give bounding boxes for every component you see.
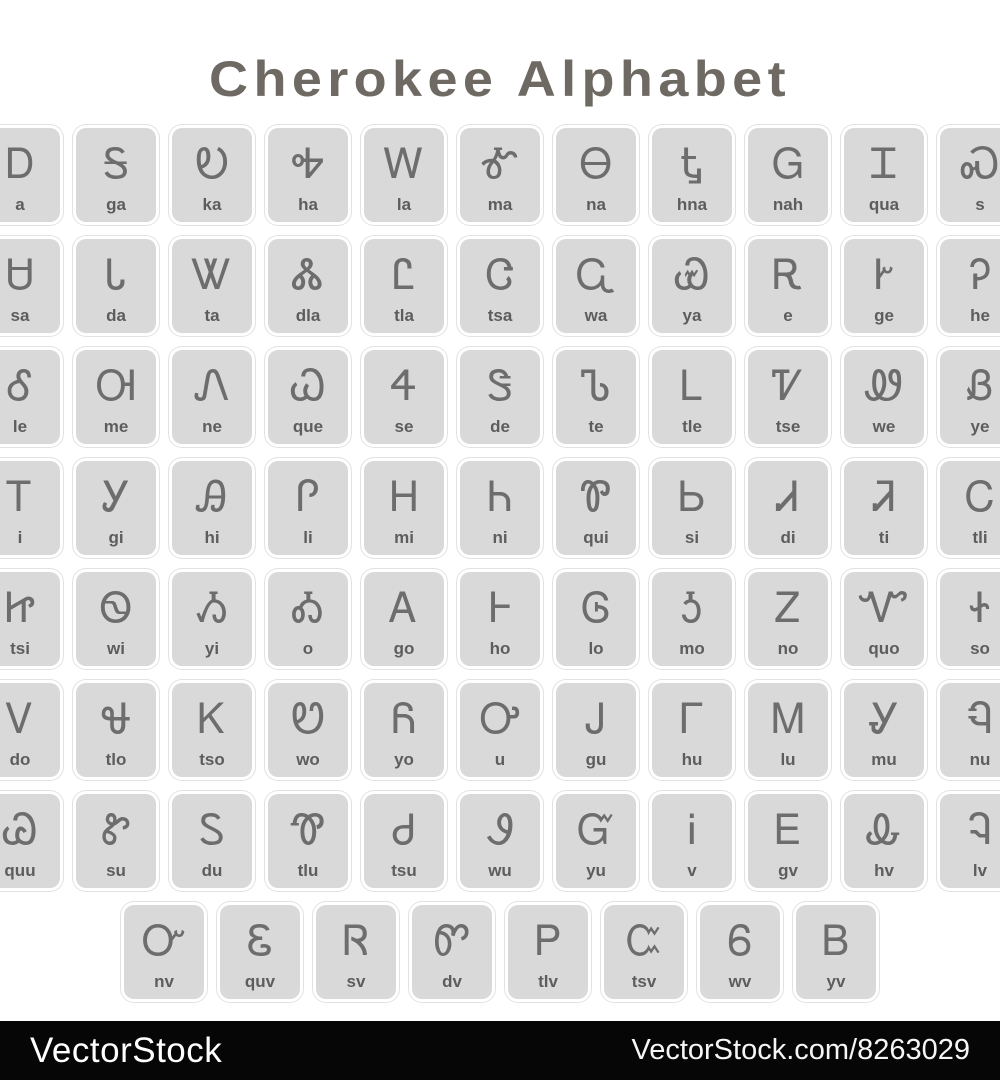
romanized-label: le (12, 417, 28, 436)
romanized-label: tsi (10, 639, 30, 658)
cherokee-glyph: Ꮝ (960, 139, 1000, 188)
cherokee-glyph: Ꮮ (680, 361, 704, 410)
romanized-label: se (394, 417, 414, 436)
romanized-label: sa (10, 306, 30, 325)
cherokee-glyph: Ꮨ (872, 472, 896, 521)
syllabary-tile (556, 794, 636, 888)
romanized-label: s (975, 195, 985, 214)
syllabary-tile (844, 461, 924, 555)
romanized-label: a (15, 195, 25, 214)
cherokee-glyph: Ꮍ (868, 694, 900, 743)
cherokee-glyph: Ᏹ (196, 583, 228, 632)
romanized-label: tsv (631, 972, 657, 991)
cherokee-glyph: Ꮗ (290, 361, 326, 410)
syllabary-tile (172, 350, 252, 444)
syllabary-row (120, 901, 880, 1003)
cherokee-glyph: Ꭳ (291, 583, 325, 632)
cherokee-glyph: Ꮳ (485, 250, 515, 299)
syllabary-grid (0, 124, 1000, 1003)
romanized-label: ga (106, 195, 126, 214)
watermark-bar (0, 1021, 1000, 1080)
cherokee-glyph: Ꭲ (7, 472, 33, 521)
syllabary-tile (0, 128, 60, 222)
romanized-label: ho (489, 639, 511, 658)
romanized-label: na (586, 195, 606, 214)
romanized-label: lo (588, 639, 604, 658)
romanized-label: la (396, 195, 412, 214)
romanized-label: mi (394, 528, 414, 547)
cherokee-glyph: Ᏼ (822, 916, 850, 965)
romanized-label: gu (585, 750, 607, 769)
romanized-label: tlv (538, 972, 558, 991)
romanized-label: ta (204, 306, 220, 325)
romanized-label: yo (394, 750, 414, 769)
syllabary-tile (364, 572, 444, 666)
cherokee-glyph: Ꮹ (575, 250, 617, 299)
syllabary-tile (412, 905, 492, 999)
romanized-label: dla (295, 306, 321, 325)
cherokee-glyph: Ꮃ (383, 139, 425, 188)
cherokee-glyph: Ꭸ (874, 250, 894, 299)
syllabary-tile (268, 350, 348, 444)
cherokee-glyph: Ꮸ (625, 916, 663, 965)
romanized-label: tse (775, 417, 801, 436)
syllabary-tile (0, 350, 60, 444)
romanized-label: tsu (391, 861, 417, 880)
cherokee-glyph: Ꮩ (6, 694, 34, 743)
romanized-label: ka (202, 195, 222, 214)
syllabary-tile (940, 239, 1000, 333)
cherokee-glyph: Ꮑ (194, 361, 230, 410)
syllabary-tile (844, 794, 924, 888)
romanized-label: i (17, 528, 23, 547)
romanized-label: ti (878, 528, 890, 547)
syllabary-tile (652, 128, 732, 222)
syllabary-tile (844, 683, 924, 777)
cherokee-glyph: Ꭼ (774, 805, 802, 854)
syllabary-tile (268, 572, 348, 666)
cherokee-glyph: Ꮭ (392, 250, 416, 299)
romanized-label: tla (394, 306, 414, 325)
cherokee-glyph: Ꮰ (100, 694, 132, 743)
romanized-label: de (490, 417, 510, 436)
romanized-label: tli (972, 528, 988, 547)
romanized-label: yu (586, 861, 606, 880)
cherokee-glyph: Ꮯ (965, 472, 995, 521)
cherokee-glyph: Ꮫ (433, 916, 471, 965)
romanized-label: v (687, 861, 697, 880)
syllabary-tile (76, 683, 156, 777)
romanized-label: nah (772, 195, 804, 214)
romanized-label: tlu (297, 861, 319, 880)
syllabary-tile (364, 683, 444, 777)
syllabary-tile (652, 572, 732, 666)
cherokee-glyph: Ꮪ (198, 805, 226, 854)
cherokee-glyph: Ꮶ (197, 694, 227, 743)
cherokee-glyph: Ꭽ (291, 139, 325, 188)
syllabary-tile (76, 239, 156, 333)
cherokee-glyph: Ꮾ (727, 916, 753, 965)
cherokee-glyph: Ꭺ (389, 583, 419, 632)
syllabary-row (0, 235, 1000, 337)
syllabary-tile (172, 572, 252, 666)
cherokee-glyph: Ꮟ (678, 472, 706, 521)
cherokee-glyph: Ꮧ (777, 472, 799, 521)
romanized-label: ne (202, 417, 222, 436)
syllabary-tile (76, 572, 156, 666)
romanized-label: nu (969, 750, 991, 769)
cherokee-glyph: Ꮏ (680, 139, 704, 188)
romanized-label: gi (108, 528, 124, 547)
romanized-label: lu (780, 750, 796, 769)
cherokee-glyph: Ꮉ (481, 139, 519, 188)
romanized-label: mo (679, 639, 705, 658)
romanized-label: hna (676, 195, 708, 214)
romanized-label: no (777, 639, 799, 658)
syllabary-tile (220, 905, 300, 999)
syllabary-tile (844, 572, 924, 666)
romanized-label: du (201, 861, 223, 880)
syllabary-tile (796, 905, 876, 999)
syllabary-tile (0, 683, 60, 777)
cherokee-glyph: Ꮕ (141, 916, 187, 965)
syllabary-tile (748, 572, 828, 666)
syllabary-tile (172, 794, 252, 888)
romanized-label: we (872, 417, 896, 436)
romanized-label: yv (826, 972, 846, 991)
cherokee-glyph: Ꮐ (772, 139, 804, 188)
cherokee-glyph: Ꮘ (580, 472, 612, 521)
syllabary-tile (556, 683, 636, 777)
syllabary-tile (748, 350, 828, 444)
romanized-label: tso (199, 750, 225, 769)
cherokee-glyph: Ꮜ (5, 250, 35, 299)
romanized-label: tsa (487, 306, 513, 325)
syllabary-row (0, 457, 1000, 559)
watermark-credit: VectorStock.com/8263029 (631, 1034, 970, 1066)
syllabary-row (0, 568, 1000, 670)
cherokee-glyph: Ꭹ (101, 472, 131, 521)
cherokee-glyph: Ꮛ (246, 916, 274, 965)
romanized-label: mu (871, 750, 897, 769)
syllabary-tile (364, 794, 444, 888)
romanized-label: he (970, 306, 990, 325)
cherokee-glyph: Ꭾ (969, 250, 991, 299)
page-title: Cherokee Alphabet (209, 51, 791, 107)
cherokee-glyph: Ꮷ (392, 805, 416, 854)
syllabary-tile (652, 683, 732, 777)
romanized-label: si (684, 528, 700, 547)
cherokee-glyph: Ꮼ (291, 694, 325, 743)
romanized-label: quo (868, 639, 900, 658)
cherokee-glyph: Ꮥ (486, 361, 514, 410)
syllabary-row (0, 124, 1000, 226)
syllabary-tile (844, 239, 924, 333)
cherokee-glyph: Ꮿ (674, 250, 710, 299)
cherokee-glyph: Ꮢ (342, 916, 370, 965)
romanized-label: di (780, 528, 796, 547)
syllabary-tile (940, 794, 1000, 888)
cherokee-glyph: Ꭻ (586, 694, 606, 743)
syllabary-tile (940, 572, 1000, 666)
cherokee-glyph: Ꮖ (870, 139, 898, 188)
romanized-label: lv (972, 861, 988, 880)
cherokee-glyph: Ꮡ (101, 805, 131, 854)
cherokee-glyph: Ꮎ (579, 139, 613, 188)
romanized-label: gv (778, 861, 798, 880)
romanized-label: ge (874, 306, 894, 325)
cherokee-glyph: Ꭶ (102, 139, 130, 188)
cherokee-glyph: Ᏻ (577, 805, 615, 854)
cherokee-glyph: Ꮔ (967, 694, 993, 743)
romanized-label: o (302, 639, 314, 658)
syllabary-tile (556, 239, 636, 333)
cherokee-glyph: Ꮁ (679, 694, 705, 743)
cherokee-glyph: Ꮴ (771, 361, 805, 410)
romanized-label: su (106, 861, 126, 880)
syllabary-tile (172, 683, 252, 777)
cherokee-glyph: Ꮬ (292, 250, 324, 299)
syllabary-tile (0, 572, 60, 666)
cherokee-glyph: Ꮈ (968, 805, 992, 854)
romanized-label: wo (296, 750, 320, 769)
syllabary-tile (268, 683, 348, 777)
syllabary-tile (268, 128, 348, 222)
cherokee-glyph: Ꮀ (488, 583, 512, 632)
romanized-label: me (103, 417, 129, 436)
syllabary-tile (748, 794, 828, 888)
cherokee-glyph: Ꮅ (296, 472, 320, 521)
cherokee-glyph: Ꮌ (680, 583, 704, 632)
syllabary-tile (700, 905, 780, 999)
romanized-label: wu (488, 861, 512, 880)
romanized-label: qui (583, 528, 609, 547)
syllabary-tile (460, 794, 540, 888)
romanized-label: ha (298, 195, 318, 214)
syllabary-tile (556, 572, 636, 666)
syllabary-tile (844, 128, 924, 222)
syllabary-tile (124, 905, 204, 999)
syllabary-tile (76, 794, 156, 888)
vectorstock-logo: VectorStock (30, 1030, 223, 1070)
romanized-label: sv (346, 972, 366, 991)
syllabary-tile (556, 461, 636, 555)
syllabary-tile (172, 461, 252, 555)
syllabary-tile (364, 461, 444, 555)
romanized-label: so (970, 639, 990, 658)
romanized-label: te (588, 417, 604, 436)
romanized-label: qua (868, 195, 900, 214)
cherokee-glyph: Ꮺ (865, 361, 903, 410)
syllabary-tile (940, 128, 1000, 222)
syllabary-tile (940, 683, 1000, 777)
romanized-label: wa (584, 306, 608, 325)
romanized-label: li (303, 528, 313, 547)
cherokee-glyph: Ꮽ (486, 805, 514, 854)
syllabary-row (0, 679, 1000, 781)
syllabary-tile (460, 572, 540, 666)
cherokee-glyph: Ꮙ (858, 583, 910, 632)
romanized-label: ma (487, 195, 513, 214)
syllabary-tile (460, 350, 540, 444)
syllabary-tile (76, 350, 156, 444)
cherokee-glyph: Ꮻ (99, 583, 133, 632)
syllabary-tile (268, 239, 348, 333)
syllabary-tile (172, 239, 252, 333)
romanized-label: ya (682, 306, 702, 325)
cherokee-glyph: Ꭱ (772, 250, 804, 299)
syllabary-tile (0, 794, 60, 888)
cherokee-glyph: Ꮵ (4, 583, 36, 632)
romanized-label: ni (492, 528, 508, 547)
cherokee-glyph: Ᏺ (391, 694, 417, 743)
cherokee-glyph: Ꮠ (969, 583, 991, 632)
cherokee-glyph: Ꮞ (390, 361, 418, 410)
syllabary-tile (748, 128, 828, 222)
cherokee-glyph: Ꮂ (866, 805, 902, 854)
syllabary-tile (316, 905, 396, 999)
syllabary-tile (652, 350, 732, 444)
cherokee-glyph: Ꮊ (95, 361, 137, 410)
syllabary-tile (268, 794, 348, 888)
romanized-label: quu (4, 861, 36, 880)
syllabary-tile (556, 350, 636, 444)
syllabary-tile (940, 350, 1000, 444)
romanized-label: tlo (105, 750, 127, 769)
syllabary-tile (172, 128, 252, 222)
romanized-label: quv (244, 972, 276, 991)
syllabary-tile (748, 461, 828, 555)
romanized-label: ye (970, 417, 990, 436)
cherokee-glyph: Ꮱ (290, 805, 326, 854)
romanized-label: e (783, 306, 793, 325)
romanized-label: hv (874, 861, 894, 880)
romanized-label: hi (204, 528, 220, 547)
romanized-label: do (9, 750, 31, 769)
cherokee-glyph: Ꮆ (581, 583, 611, 632)
cherokee-glyph: Ꮓ (774, 583, 802, 632)
syllabary-tile (748, 239, 828, 333)
cherokee-glyph: Ꮦ (581, 361, 611, 410)
syllabary-tile (940, 461, 1000, 555)
cherokee-glyph: Ꮲ (535, 916, 561, 965)
syllabary-tile (460, 461, 540, 555)
cherokee-glyph: Ꭿ (196, 472, 228, 521)
romanized-label: hu (681, 750, 703, 769)
romanized-label: yi (204, 639, 220, 658)
syllabary-tile (508, 905, 588, 999)
cherokee-glyph: Ꭵ (687, 805, 697, 854)
cherokee-glyph: Ᏸ (966, 361, 994, 410)
syllabary-tile (364, 128, 444, 222)
syllabary-tile (652, 794, 732, 888)
cherokee-glyph: Ꮄ (7, 361, 33, 410)
syllabary-tile (364, 239, 444, 333)
romanized-label: wi (107, 639, 125, 658)
syllabary-tile (460, 239, 540, 333)
romanized-label: que (292, 417, 324, 436)
syllabary-tile (460, 683, 540, 777)
cherokee-glyph: Ꭰ (5, 139, 35, 188)
syllabary-tile (76, 461, 156, 555)
romanized-label: nv (154, 972, 174, 991)
romanized-label: go (393, 639, 415, 658)
syllabary-row (0, 790, 1000, 892)
syllabary-tile (460, 128, 540, 222)
syllabary-tile (652, 461, 732, 555)
syllabary-tile (268, 461, 348, 555)
romanized-label: da (106, 306, 126, 325)
cherokee-glyph: Ꮚ (2, 805, 38, 854)
syllabary-tile (604, 905, 684, 999)
syllabary-tile (748, 683, 828, 777)
cherokee-glyph: Ꮣ (105, 250, 127, 299)
cherokee-glyph: Ꮤ (192, 250, 232, 299)
syllabary-tile (844, 350, 924, 444)
syllabary-tile (76, 128, 156, 222)
syllabary-tile (0, 239, 60, 333)
syllabary-tile (364, 350, 444, 444)
romanized-label: tle (682, 417, 702, 436)
romanized-label: u (494, 750, 506, 769)
syllabary-tile (652, 239, 732, 333)
romanized-label: dv (442, 972, 462, 991)
cherokee-glyph: Ꭴ (479, 694, 521, 743)
cherokee-glyph: Ꮇ (771, 694, 805, 743)
syllabary-tile (556, 128, 636, 222)
romanized-label: wv (728, 972, 752, 991)
syllabary-row (0, 346, 1000, 448)
syllabary-tile (0, 461, 60, 555)
cherokee-glyph: Ꮋ (389, 472, 419, 521)
cherokee-glyph: Ꮒ (487, 472, 513, 521)
cherokee-glyph: Ꭷ (195, 139, 229, 188)
